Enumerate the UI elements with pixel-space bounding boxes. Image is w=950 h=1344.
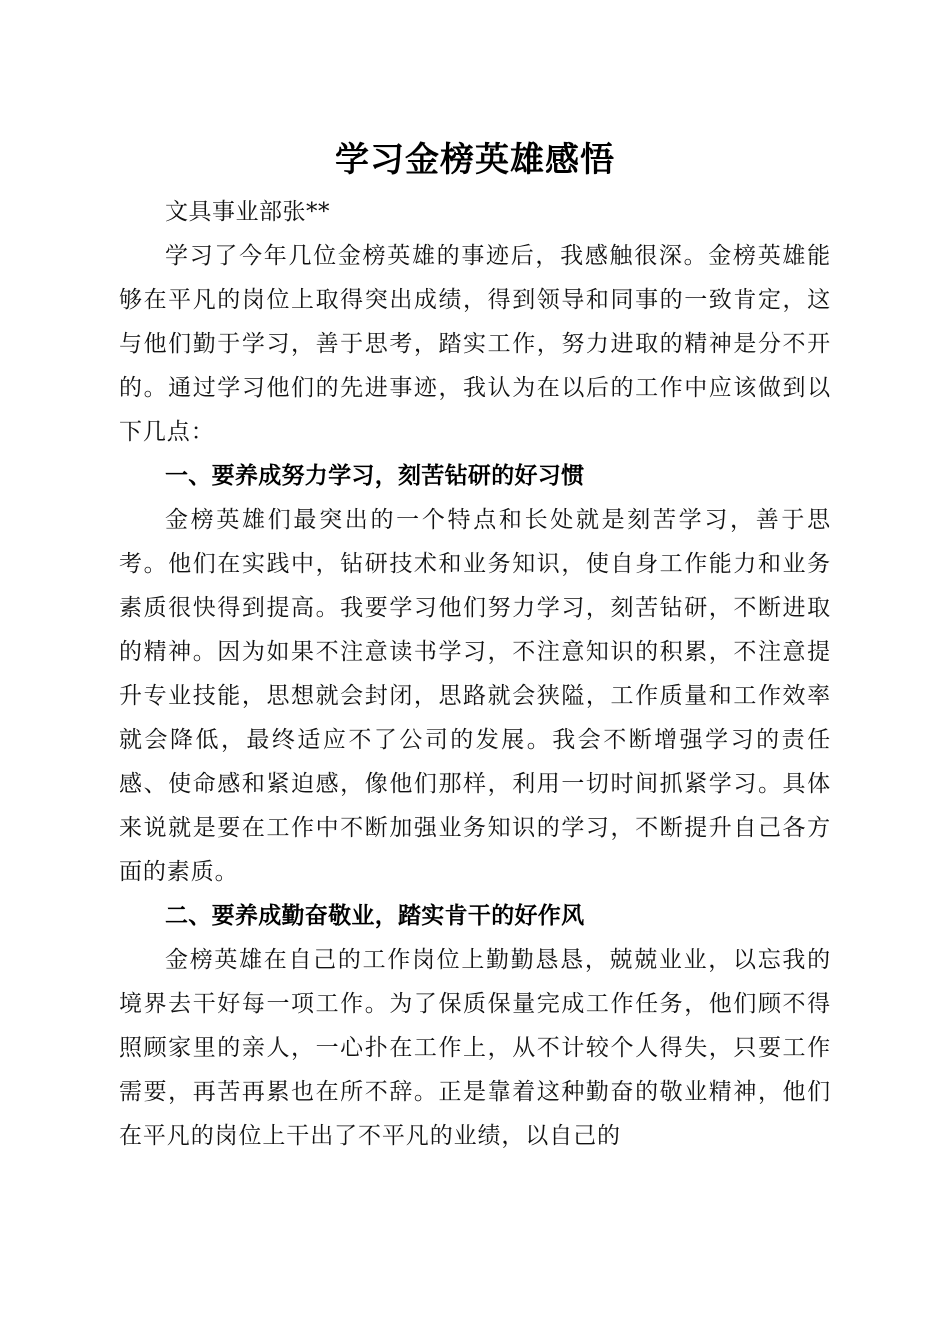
author-line: 文具事业部张** — [165, 199, 330, 225]
section-paragraph-1: 金榜英雄们最突出的一个特点和长处就是刻苦学习，善于思考。他们在实践中，钻研技术和业务知识，使自身工作能力和业务素质很快得到提高。我要学习他们努力学习，刻苦钻研，不断进取的精神。因为如果不注意读书学习，不注意知识的积累，不注意提升专业技能，思想就会封闭，思路就会狭隘，工作质量和工作效率就会降低，最终适应不了公司的发展。我会不断增强学习的责任感、使命感和紧迫感，像他们那样，利用一切时间抓紧学习。具体来说就是要在工作中不断加强业务知识的学习，不断提升自己各方面的素质。 — [119, 507, 831, 885]
section-heading-1: 一、要养成努力学习，刻苦钻研的好习惯 — [165, 463, 585, 489]
section-heading-2: 二、要养成勤奋敬业，踏实肯干的好作风 — [165, 903, 585, 929]
section-paragraph-2: 金榜英雄在自己的工作岗位上勤勤恳恳，兢兢业业，以忘我的境界去干好每一项工作。为了保质保量完成工作任务，他们顾不得照顾家里的亲人，一心扑在工作上，从不计较个人得失，只要工作需要，再苦再累也在所不辞。正是靠着这种勤奋的敬业精神，他们在平凡的岗位上干出了不平凡的业绩，以自己的 — [119, 947, 831, 1149]
document-title: 学习金榜英雄感悟 — [335, 140, 615, 180]
intro-paragraph: 学习了今年几位金榜英雄的事迹后，我感触很深。金榜英雄能够在平凡的岗位上取得突出成绩，得到领导和同事的一致肯定，这与他们勤于学习，善于思考，踏实工作，努力进取的精神是分不开的。通过学习他们的先进事迹，我认为在以后的工作中应该做到以下几点： — [119, 243, 831, 445]
document-body — [119, 190, 831, 1158]
